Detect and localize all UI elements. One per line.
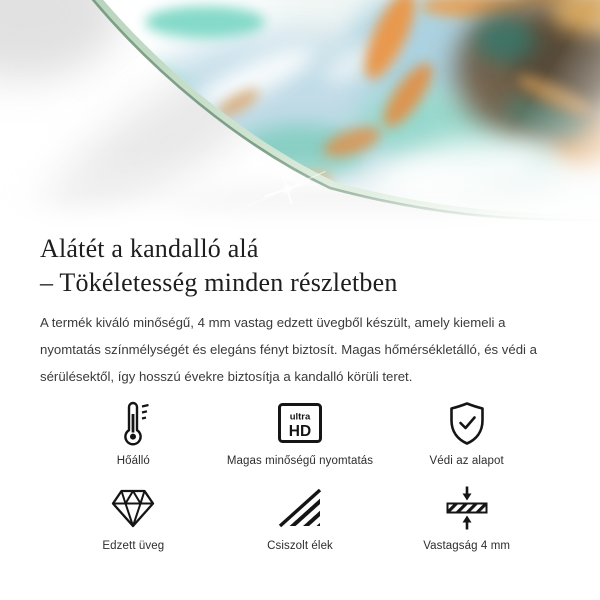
- feature-label: Magas minőségű nyomtatás: [226, 455, 374, 468]
- svg-text:ultra: ultra: [289, 411, 311, 423]
- svg-text:HD: HD: [288, 423, 312, 441]
- feature-tempered-glass: [50, 483, 217, 552]
- ultra-hd-icon: [277, 398, 323, 448]
- feature-thickness: [383, 483, 550, 552]
- feature-heat-resistant: [50, 398, 217, 467]
- feature-print-quality: [217, 398, 384, 467]
- feature-label: Vastagság 4 mm: [423, 540, 511, 553]
- page-title: [40, 232, 560, 300]
- feature-grid: [40, 398, 560, 552]
- product-photo-glass-hearth-pad: [0, 0, 600, 230]
- thermometer-icon: [115, 398, 151, 448]
- feature-label: Csiszolt élek: [267, 540, 333, 553]
- thickness-icon: [444, 483, 490, 533]
- product-photo: [0, 0, 600, 230]
- feature-protects-base: [383, 398, 550, 467]
- feature-label: Edzett üveg: [102, 540, 165, 553]
- feature-label: Hőálló: [116, 455, 150, 468]
- product-description-section: [0, 232, 600, 552]
- page-title-line1: Alátét a kandalló alá: [40, 234, 259, 263]
- page-title-line2: – Tökéletesség minden részletben: [40, 268, 398, 297]
- shield-check-icon: [444, 398, 490, 448]
- feature-label: Védi az alapot: [429, 455, 504, 468]
- feature-polished-edges: [217, 483, 384, 552]
- diamond-icon: [109, 483, 157, 533]
- product-description-text: A termék kiváló minőségű, 4 mm vastag edzett üvegből készült, amely kiemeli a nyomtatás színmélységét és elegáns fényt biztosít. Magas hőmérsékletálló, és védi a sérülésektől, így hosszú évekre biztosítja a kandalló körüli teret.: [40, 315, 537, 384]
- polished-edges-icon: [278, 483, 322, 533]
